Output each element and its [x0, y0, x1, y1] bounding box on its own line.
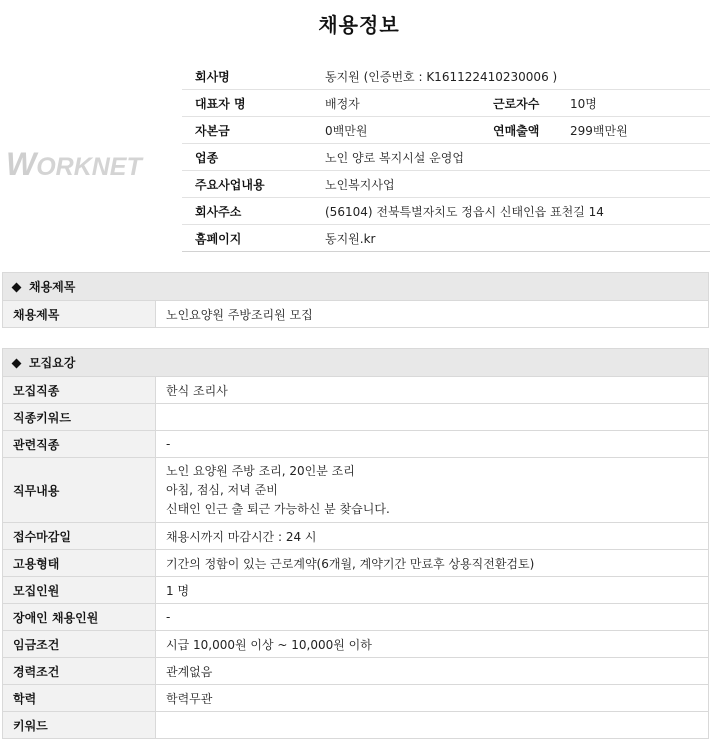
requirements-section-heading	[3, 349, 709, 377]
job-title-section-heading	[3, 273, 709, 301]
table-row	[3, 577, 709, 604]
address-value: (56104) 전북특별자치도 정읍시 신태인읍 표천길 14	[312, 198, 710, 225]
job-description-line: 아침, 점심, 저녁 준비	[166, 482, 278, 497]
row-value: 한식 조리사	[156, 377, 709, 404]
job-title-value: 노인요양원 주방조리원 모집	[156, 301, 709, 328]
job-description-line: 노인 요양원 주방 조리, 20인분 조리	[166, 463, 355, 478]
table-row	[3, 523, 709, 550]
row-label: 키워드	[3, 712, 156, 739]
job-title-heading-text: 채용제목	[29, 280, 76, 294]
workers-value: 10명	[557, 90, 710, 117]
business-label: 주요사업내용	[182, 171, 312, 198]
row-label: 접수마감일	[3, 523, 156, 550]
job-title-section	[2, 272, 709, 328]
company-info-table	[182, 63, 710, 252]
page-title: 채용정보	[318, 13, 400, 37]
table-row	[3, 658, 709, 685]
job-title-section-header	[3, 273, 709, 301]
logo-w-mark: W	[6, 146, 37, 182]
company-name-value: 동지원 (인증번호 : K161122410230006 )	[312, 63, 710, 90]
row-label: 고용형태	[3, 550, 156, 577]
workers-label: 근로자수	[480, 90, 557, 117]
row-label: 학력	[3, 685, 156, 712]
requirements-section	[2, 348, 709, 739]
company-row-industry	[182, 144, 710, 171]
homepage-label: 홈페이지	[182, 225, 312, 252]
company-name-label: 회사명	[182, 63, 312, 90]
requirements-heading-text: 모집요강	[29, 356, 76, 370]
ceo-label: 대표자 명	[182, 90, 312, 117]
sales-value: 299백만원	[557, 117, 710, 144]
row-value	[156, 404, 709, 431]
business-value: 노인복지사업	[312, 171, 710, 198]
row-label: 모집인원	[3, 577, 156, 604]
company-row-ceo	[182, 90, 710, 117]
company-row-homepage	[182, 225, 710, 252]
logo-text: ORKNET	[36, 153, 142, 181]
table-row	[3, 404, 709, 431]
table-row	[3, 431, 709, 458]
job-title-row	[3, 301, 709, 328]
company-row-business	[182, 171, 710, 198]
row-value: 1 명	[156, 577, 709, 604]
job-description-line: 신태인 인근 출 퇴근 가능하신 분 찾습니다.	[166, 501, 390, 516]
row-label: 관련직종	[3, 431, 156, 458]
row-label: 직종키워드	[3, 404, 156, 431]
row-label: 임금조건	[3, 631, 156, 658]
row-label: 경력조건	[3, 658, 156, 685]
job-description-value	[156, 458, 709, 523]
table-row	[3, 685, 709, 712]
worknet-logo	[6, 146, 158, 182]
table-row	[3, 550, 709, 577]
row-value: -	[156, 431, 709, 458]
table-row	[3, 712, 709, 739]
company-row-address	[182, 198, 710, 225]
row-label: 장애인 채용인원	[3, 604, 156, 631]
sales-label: 연매출액	[480, 117, 557, 144]
diamond-bullet-icon	[12, 282, 22, 292]
row-label: 모집직종	[3, 377, 156, 404]
capital-value: 0백만원	[312, 117, 480, 144]
industry-label: 업종	[182, 144, 312, 171]
row-value	[156, 712, 709, 739]
job-title-label: 채용제목	[3, 301, 156, 328]
company-row-name	[182, 63, 710, 90]
table-row	[3, 377, 709, 404]
ceo-value: 배정자	[312, 90, 480, 117]
table-row	[3, 604, 709, 631]
row-value: 관계없음	[156, 658, 709, 685]
industry-value: 노인 양로 복지시설 운영업	[312, 144, 710, 171]
table-row	[3, 458, 709, 523]
row-value: 기간의 정함이 있는 근로계약(6개월, 계약기간 만료후 상용직전환검토)	[156, 550, 709, 577]
table-row	[3, 631, 709, 658]
requirements-section-header	[3, 349, 709, 377]
company-row-capital	[182, 117, 710, 144]
capital-label: 자본금	[182, 117, 312, 144]
row-value: 채용시까지 마감시간 : 24 시	[156, 523, 709, 550]
row-label: 직무내용	[3, 458, 156, 523]
row-value: -	[156, 604, 709, 631]
homepage-link[interactable]: 동지원.kr	[312, 225, 710, 252]
diamond-bullet-icon	[12, 358, 22, 368]
address-label: 회사주소	[182, 198, 312, 225]
row-value: 시급 10,000원 이상 ~ 10,000원 이하	[156, 631, 709, 658]
row-value: 학력무관	[156, 685, 709, 712]
